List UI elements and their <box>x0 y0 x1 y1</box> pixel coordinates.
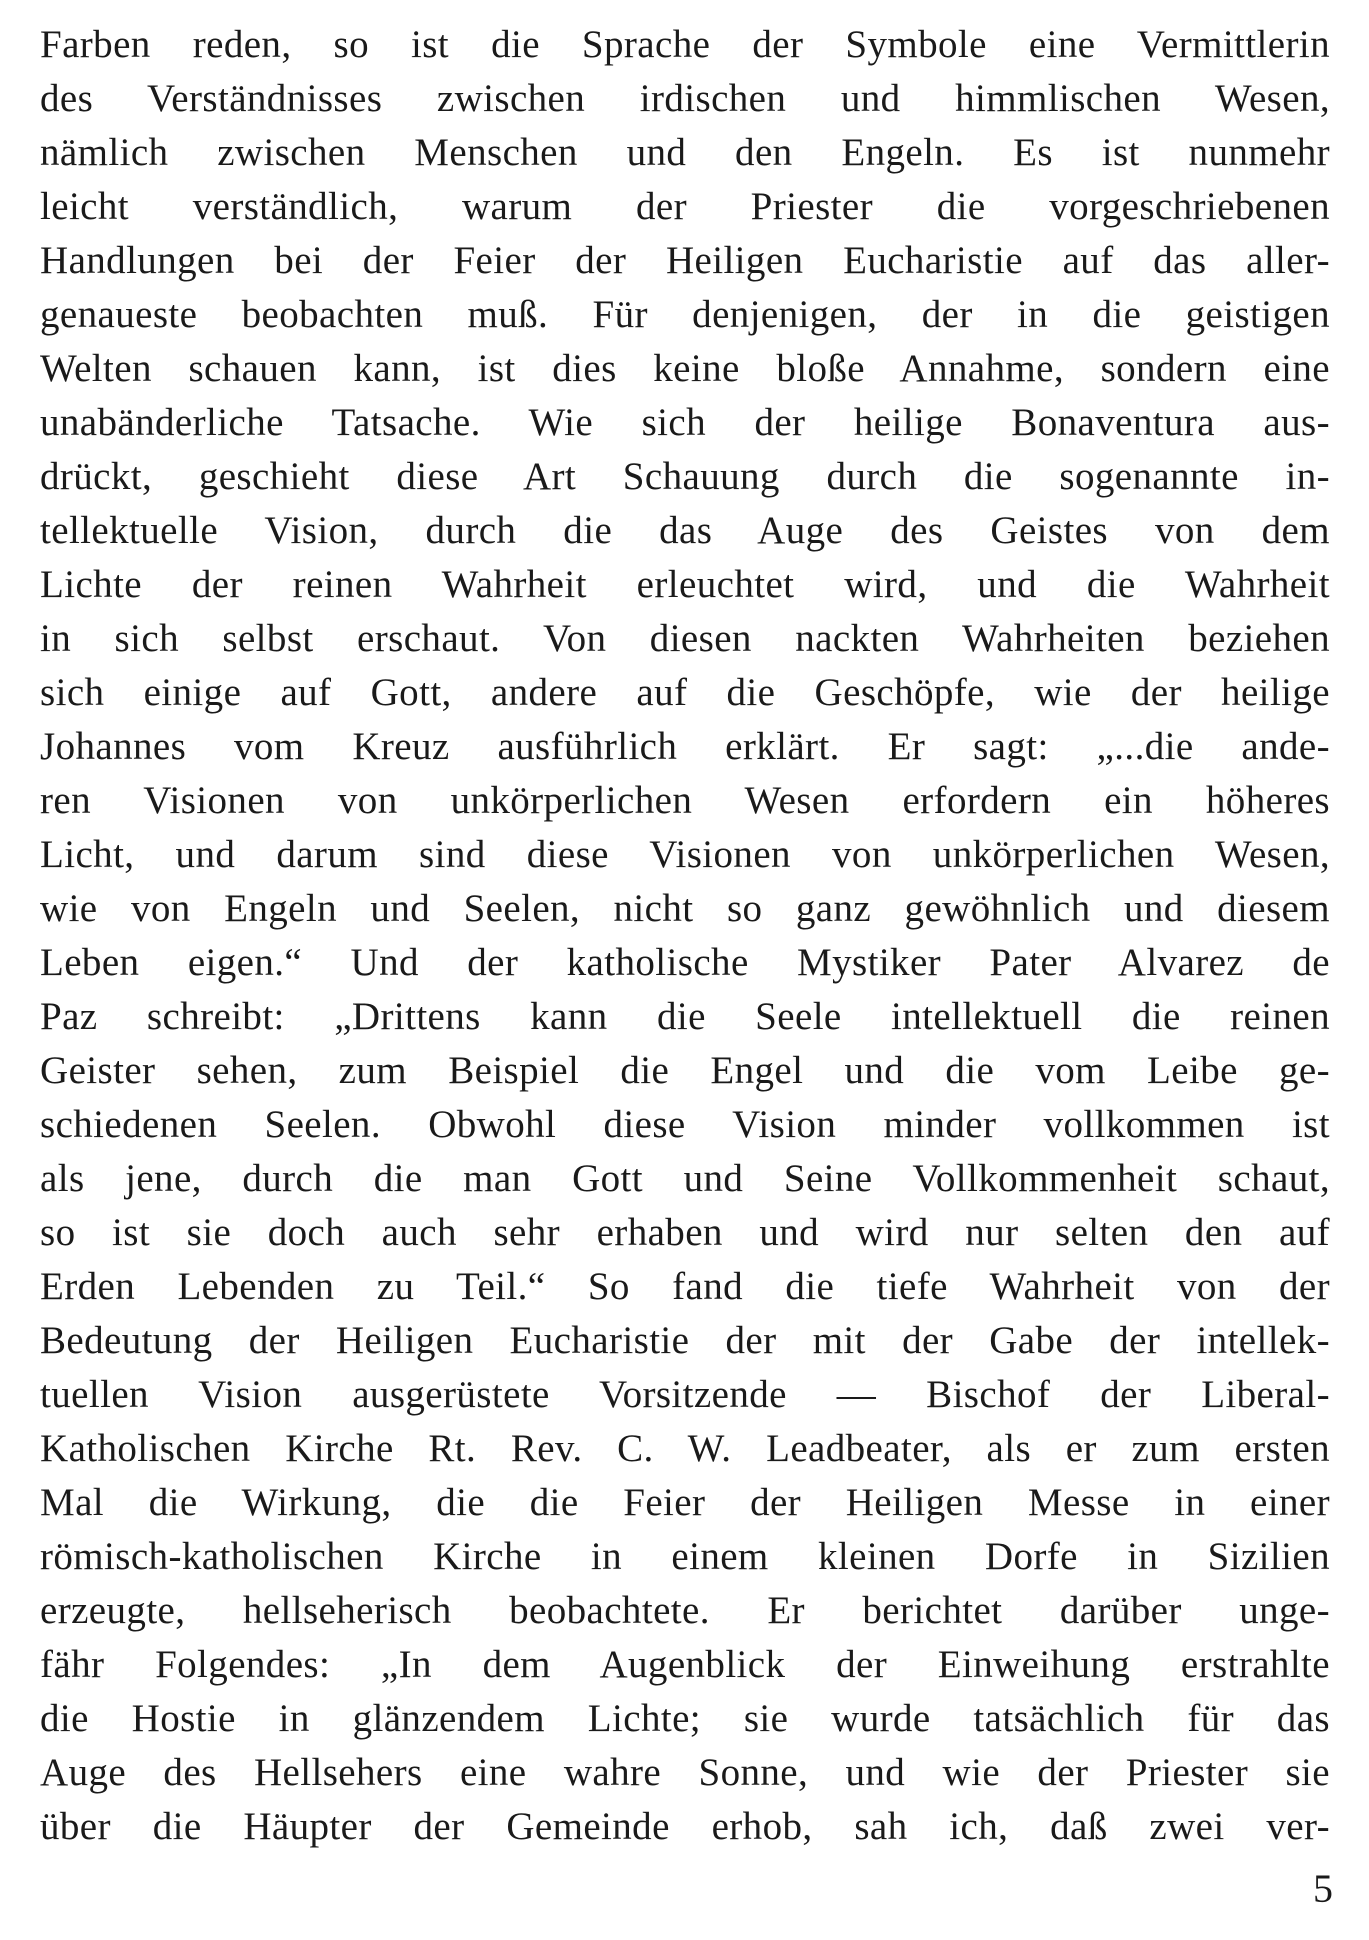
text-line: Erden Lebenden zu Teil.“ So fand die tiefe Wahrheit von der <box>40 1265 1330 1308</box>
text-line: Mal die Wirkung, die die Feier der Heiligen Messe in einer <box>40 1481 1330 1524</box>
text-line: fähr Folgendes: „In dem Augenblick der Einweihung erstrahlte <box>40 1643 1330 1686</box>
text-line: Auge des Hellsehers eine wahre Sonne, und wie der Priester sie <box>40 1751 1330 1794</box>
text-line: tellektuelle Vision, durch die das Auge des Geistes von dem <box>40 509 1330 552</box>
text-line: als jene, durch die man Gott und Seine Vollkommenheit schaut, <box>40 1157 1330 1200</box>
text-line: drückt, geschieht diese Art Schauung durch die sogenannte in- <box>40 455 1330 498</box>
text-line: leicht verständlich, warum der Priester die vorgeschriebenen <box>40 185 1330 228</box>
text-line: Johannes vom Kreuz ausführlich erklärt. Er sagt: „...die ande- <box>40 725 1330 768</box>
text-line: Geister sehen, zum Beispiel die Engel und die vom Leibe ge- <box>40 1049 1330 1092</box>
text-line: genaueste beobachten muß. Für denjenigen, der in die geistigen <box>40 293 1330 336</box>
text-line: erzeugte, hellseherisch beobachtete. Er berichtet darüber unge- <box>40 1589 1330 1632</box>
text-line: Handlungen bei der Feier der Heiligen Eucharistie auf das aller- <box>40 239 1330 282</box>
text-line: Welten schauen kann, ist dies keine bloße Annahme, sondern eine <box>40 347 1330 390</box>
text-line: nämlich zwischen Menschen und den Engeln. Es ist nunmehr <box>40 131 1330 174</box>
text-line: Paz schreibt: „Drittens kann die Seele intellektuell die reinen <box>40 995 1330 1038</box>
text-line: die Hostie in glänzendem Lichte; sie wurde tatsächlich für das <box>40 1697 1330 1740</box>
text-line: Farben reden, so ist die Sprache der Symbole eine Vermittlerin <box>40 23 1330 66</box>
text-line: Katholischen Kirche Rt. Rev. C. W. Leadbeater, als er zum ersten <box>40 1427 1330 1470</box>
text-line: Lichte der reinen Wahrheit erleuchtet wird, und die Wahrheit <box>40 563 1330 606</box>
text-line: sich einige auf Gott, andere auf die Geschöpfe, wie der heilige <box>40 671 1330 714</box>
text-line: so ist sie doch auch sehr erhaben und wird nur selten den auf <box>40 1211 1330 1254</box>
text-line: tuellen Vision ausgerüstete Vorsitzende — Bischof der Liberal- <box>40 1373 1330 1416</box>
text-line: über die Häupter der Gemeinde erhob, sah ich, daß zwei ver- <box>40 1805 1330 1848</box>
text-line: Leben eigen.“ Und der katholische Mystiker Pater Alvarez de <box>40 941 1330 984</box>
text-line: Bedeutung der Heiligen Eucharistie der mit der Gabe der intellek- <box>40 1319 1330 1362</box>
body-text <box>40 18 1330 1854</box>
text-line: schiedenen Seelen. Obwohl diese Vision minder vollkommen ist <box>40 1103 1330 1146</box>
text-line: Licht, und darum sind diese Visionen von unkörperlichen Wesen, <box>40 833 1330 876</box>
text-line: in sich selbst erschaut. Von diesen nackten Wahrheiten beziehen <box>40 617 1330 660</box>
text-line: unabänderliche Tatsache. Wie sich der heilige Bonaventura aus- <box>40 401 1330 444</box>
page-number: 5 <box>1313 1866 1333 1911</box>
text-line: ren Visionen von unkörperlichen Wesen erfordern ein höheres <box>40 779 1330 822</box>
text-line: des Verständnisses zwischen irdischen und himmlischen Wesen, <box>40 77 1330 120</box>
text-line: römisch-katholischen Kirche in einem kleinen Dorfe in Sizilien <box>40 1535 1330 1578</box>
text-line: wie von Engeln und Seelen, nicht so ganz gewöhnlich und diesem <box>40 887 1330 930</box>
